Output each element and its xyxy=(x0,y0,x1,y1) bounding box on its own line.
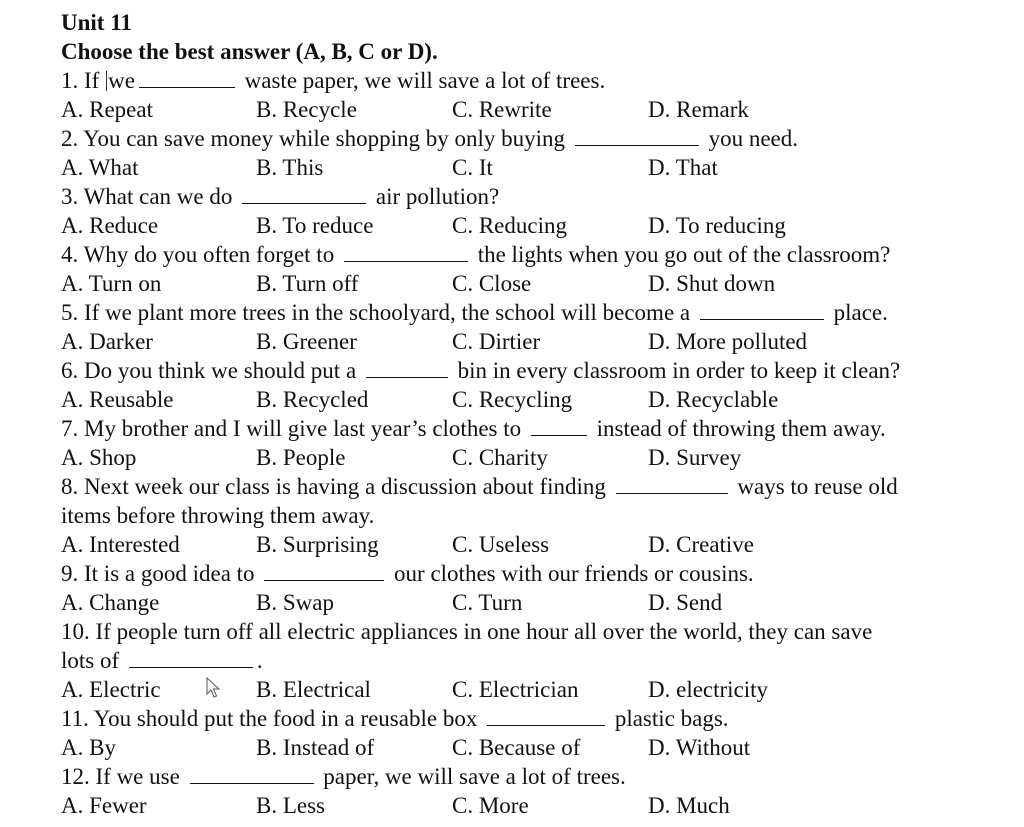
question-text xyxy=(61,559,1011,588)
option-b: B. This xyxy=(256,155,324,180)
question-text xyxy=(61,472,1011,501)
text-caret xyxy=(106,71,107,91)
option-d: D. electricity xyxy=(648,677,769,702)
answer-options xyxy=(61,327,1011,356)
answer-blank xyxy=(616,473,728,494)
question-text xyxy=(61,501,1011,530)
question-text xyxy=(61,298,1011,327)
option-b: B. Recycled xyxy=(256,387,369,412)
question-text-part: items before throwing them away. xyxy=(61,503,375,528)
question-6 xyxy=(61,356,1011,414)
question-text-part: we xyxy=(108,68,135,93)
option-c: C. It xyxy=(452,155,493,180)
question-text-part: 6. Do you think we should put a xyxy=(61,358,362,383)
question-text-part: 5. If we plant more trees in the schoolyard, the school will become a xyxy=(61,300,696,325)
option-c: C. Recycling xyxy=(452,387,573,412)
question-text-part: the lights when you go out of the classroom? xyxy=(471,242,891,267)
question-text-part: 1. If xyxy=(61,68,106,93)
question-text-part: bin in every classroom in order to keep it clean? xyxy=(451,358,901,383)
mouse-pointer-icon xyxy=(206,677,222,699)
answer-options xyxy=(61,153,1011,182)
answer-blank xyxy=(264,560,384,581)
question-4 xyxy=(61,240,1011,298)
option-a: A. Reduce xyxy=(61,213,159,238)
question-text-part: paper, we will save a lot of trees. xyxy=(317,764,626,789)
option-b: B. Swap xyxy=(256,590,334,615)
option-a: A. By xyxy=(61,735,116,760)
question-10 xyxy=(61,617,1011,704)
question-text xyxy=(61,646,1011,675)
answer-options xyxy=(61,385,1011,414)
question-text-part: 10. If people turn off all electric appliances in one hour all over the world, they can save xyxy=(61,619,873,644)
option-b: B. Less xyxy=(256,793,325,818)
question-text xyxy=(61,124,1011,153)
question-text xyxy=(61,762,1011,791)
question-text-part: 11. You should put the food in a reusable box xyxy=(61,706,484,731)
question-text-part: you need. xyxy=(702,126,798,151)
answer-options xyxy=(61,443,1011,472)
answer-options xyxy=(61,95,1011,124)
question-3 xyxy=(61,182,1011,240)
answer-blank xyxy=(242,183,366,204)
option-b: B. Instead of xyxy=(256,735,375,760)
answer-blank xyxy=(129,647,253,668)
option-b: B. Electrical xyxy=(256,677,371,702)
option-a: A. Electric xyxy=(61,677,161,702)
answer-options xyxy=(61,675,1011,704)
answer-options xyxy=(61,530,1011,559)
option-d: D. Much xyxy=(648,793,730,818)
question-text-part: 3. What can we do xyxy=(61,184,239,209)
option-c: C. Electrician xyxy=(452,677,579,702)
question-8 xyxy=(61,472,1011,559)
option-d: D. To reducing xyxy=(648,213,786,238)
answer-blank xyxy=(344,241,468,262)
option-a: A. What xyxy=(61,155,139,180)
question-5 xyxy=(61,298,1011,356)
answer-blank xyxy=(190,763,314,784)
option-b: B. Recycle xyxy=(256,97,357,122)
question-9 xyxy=(61,559,1011,617)
answer-blank xyxy=(575,125,699,146)
question-2 xyxy=(61,124,1011,182)
question-text-part: 8. Next week our class is having a discussion about finding xyxy=(61,474,612,499)
option-d: D. Survey xyxy=(648,445,742,470)
question-text-part: ways to reuse old xyxy=(731,474,898,499)
question-text-part: 7. My brother and I will give last year’s clothes to xyxy=(61,416,527,441)
option-a: A. Change xyxy=(61,590,160,615)
question-text xyxy=(61,182,1011,211)
question-text-part: waste paper, we will save a lot of trees. xyxy=(238,68,606,93)
option-c: C. Because of xyxy=(452,735,581,760)
option-a: A. Darker xyxy=(61,329,153,354)
answer-blank xyxy=(700,299,824,320)
option-d: D. Shut down xyxy=(648,271,776,296)
question-1 xyxy=(61,66,1011,124)
option-a: A. Shop xyxy=(61,445,137,470)
option-c: C. Useless xyxy=(452,532,550,557)
unit-title: Unit 11 xyxy=(61,10,132,35)
option-d: D. Recyclable xyxy=(648,387,779,412)
question-text-part: our clothes with our friends or cousins. xyxy=(388,561,754,586)
answer-options xyxy=(61,269,1011,298)
question-text xyxy=(61,240,1011,269)
answer-options xyxy=(61,211,1011,240)
question-list xyxy=(61,66,1011,820)
answer-options xyxy=(61,588,1011,617)
worksheet xyxy=(61,8,1011,820)
question-text-part: plastic bags. xyxy=(609,706,729,731)
answer-blank xyxy=(139,67,235,88)
option-c: C. Turn xyxy=(452,590,523,615)
option-a: A. Repeat xyxy=(61,97,153,122)
option-c: C. Close xyxy=(452,271,532,296)
option-c: C. Rewrite xyxy=(452,97,552,122)
question-text-part: 4. Why do you often forget to xyxy=(61,242,340,267)
option-b: B. People xyxy=(256,445,346,470)
option-a: A. Fewer xyxy=(61,793,147,818)
option-a: A. Reusable xyxy=(61,387,174,412)
question-text-part: instead of throwing them away. xyxy=(590,416,886,441)
answer-options xyxy=(61,791,1011,820)
option-d: D. Without xyxy=(648,735,751,760)
question-text xyxy=(61,356,1011,385)
instruction: Choose the best answer (A, B, C or D). xyxy=(61,39,438,64)
option-c: C. More xyxy=(452,793,529,818)
question-text-part: air pollution? xyxy=(370,184,500,209)
answer-blank xyxy=(531,415,587,436)
question-text-part: place. xyxy=(827,300,888,325)
option-c: C. Dirtier xyxy=(452,329,541,354)
option-a: A. Interested xyxy=(61,532,180,557)
option-d: D. Remark xyxy=(648,97,749,122)
question-text-part: 9. It is a good idea to xyxy=(61,561,261,586)
question-text xyxy=(61,704,1011,733)
option-c: C. Reducing xyxy=(452,213,567,238)
option-b: B. Greener xyxy=(256,329,357,354)
option-d: D. That xyxy=(648,155,718,180)
option-d: D. Send xyxy=(648,590,723,615)
question-text xyxy=(61,66,1011,95)
answer-blank xyxy=(366,357,448,378)
question-text xyxy=(61,617,1011,646)
option-b: B. To reduce xyxy=(256,213,374,238)
answer-blank xyxy=(487,705,605,726)
option-b: B. Turn off xyxy=(256,271,359,296)
option-b: B. Surprising xyxy=(256,532,379,557)
question-text-part: lots of xyxy=(61,648,125,673)
question-text-part: 12. If we use xyxy=(61,764,186,789)
question-12 xyxy=(61,762,1011,820)
question-text xyxy=(61,414,1011,443)
option-c: C. Charity xyxy=(452,445,548,470)
question-text-part: . xyxy=(256,648,263,673)
option-a: A. Turn on xyxy=(61,271,162,296)
option-d: D. More polluted xyxy=(648,329,808,354)
question-text-part: 2. You can save money while shopping by only buying xyxy=(61,126,571,151)
option-d: D. Creative xyxy=(648,532,755,557)
question-11 xyxy=(61,704,1011,762)
answer-options xyxy=(61,733,1011,762)
question-7 xyxy=(61,414,1011,472)
